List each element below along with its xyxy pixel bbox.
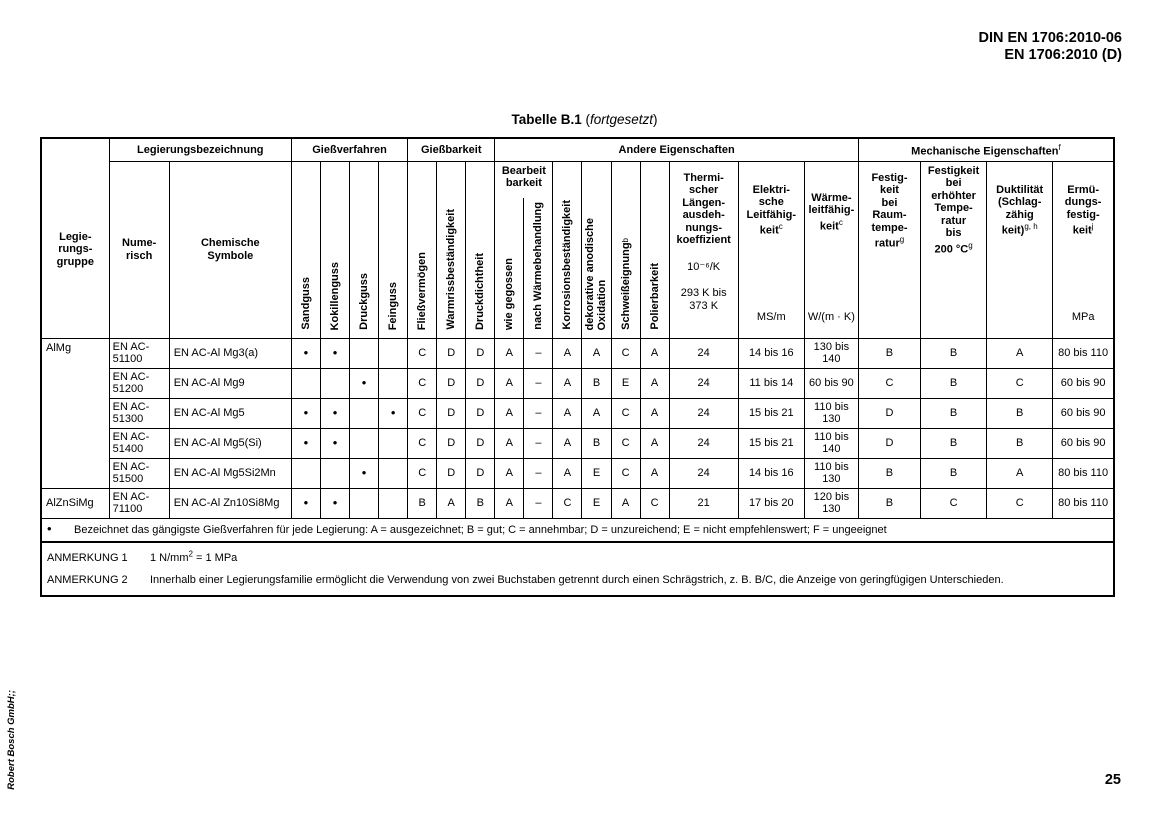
dekorativ-line-2: Oxidation [596, 279, 609, 330]
du-line-2: (Schlag- [997, 196, 1042, 208]
legend-row [41, 518, 1114, 542]
therm-line-1: Thermi- [683, 171, 724, 184]
table-caption: Tabelle B.1 (fortgesetzt) [511, 112, 658, 127]
cell-fliess: C [408, 428, 437, 458]
cell-festig-raum: B [858, 338, 920, 368]
cell-warmriss: D [437, 338, 466, 368]
note-2-text: Innerhalb einer Legierungsfamilie ermöglicht die Verwendung von zwei Buchstaben getrennt durch einen Schrägstrich, z. B. B/C, die Anzeige von geringfügigen Unterschieden. [150, 574, 1004, 586]
cell-nach-waerme: – [524, 338, 553, 368]
er-sup: j [1091, 222, 1094, 231]
cell-nach-waerme: – [524, 368, 553, 398]
er-line-1: Ermü- [1067, 183, 1100, 196]
cell-duktil: A [987, 458, 1053, 488]
du-line-4: keit) [1001, 224, 1025, 237]
cell-festig-raum: B [858, 488, 920, 518]
caption-label: Tabelle B.1 [511, 112, 582, 127]
feinguss-label: Feinguss [387, 281, 400, 330]
cell-gruppe: AlMg [41, 338, 109, 488]
cell-ermued: 60 bis 90 [1053, 398, 1114, 428]
cell-waerme: 60 bis 90 [804, 368, 858, 398]
cell-kokillenguss [320, 368, 349, 398]
cell-waerme [804, 428, 858, 458]
dekorativ-line-1: dekorative anodische [584, 217, 597, 330]
cell-kokillenguss: • [320, 398, 349, 428]
cell-druckdicht: D [466, 458, 495, 488]
cell-warmriss: D [437, 398, 466, 428]
elek-line-1: Elektri- [752, 183, 790, 196]
header-numerisch [109, 161, 169, 338]
cell-elektrisch: 14 bis 16 [738, 458, 804, 488]
fr-line-6-wrap [859, 234, 920, 250]
table-row [41, 398, 1114, 428]
header-bearbeitbarkeit [495, 161, 553, 198]
cell-sandguss [291, 458, 320, 488]
nach-waerme-label: nach Wärmebehandlung [532, 202, 545, 330]
dekorativ-label [584, 218, 608, 331]
wl-line-1: 110 bis [814, 430, 849, 443]
cell-chemisch: EN AC-Al Mg5 [169, 398, 291, 428]
cell-thermisch: 24 [669, 458, 738, 488]
cell-festig-raum: C [858, 368, 920, 398]
gruppe-line-2: rungs- [58, 243, 93, 255]
cell-wie-gegossen: A [495, 458, 524, 488]
therm-unit-1: 10⁻⁶/K [687, 260, 721, 273]
schweiss-label [620, 238, 632, 330]
elek-sup: c [778, 222, 783, 231]
num-line-1: EN AC- [112, 460, 150, 473]
cell-warmriss: D [437, 458, 466, 488]
table-row [41, 368, 1114, 398]
cell-waerme [804, 398, 858, 428]
cell-festig-erh: B [921, 458, 987, 488]
fr-line-3: bei [881, 196, 898, 209]
cell-polier: A [640, 338, 669, 368]
cell-sandguss: • [291, 338, 320, 368]
er-unit: MPa [1071, 311, 1095, 323]
cell-duktil: B [987, 428, 1053, 458]
mechanische-sup: f [1058, 142, 1061, 152]
note-1-text-pre: 1 N/mm [150, 552, 189, 564]
er-line-3: festig- [1066, 208, 1100, 221]
wl-line-1: 120 bis [813, 490, 850, 503]
fr-line-1: Festig- [871, 171, 908, 184]
header-druckdichtheit [466, 161, 495, 338]
header-festigkeit-raumtemperatur [858, 161, 920, 338]
cell-thermisch: 21 [669, 488, 738, 518]
wl-line-2: 140 [822, 443, 841, 455]
cell-sandguss: • [291, 488, 320, 518]
cell-ermued: 80 bis 110 [1053, 458, 1114, 488]
cell-festig-raum: B [858, 458, 920, 488]
fe-line-5: ratur [941, 214, 967, 227]
cell-chemisch: EN AC-Al Mg5Si2Mn [169, 458, 291, 488]
waerme-sup: c [838, 217, 843, 227]
header-feinguss [379, 161, 408, 338]
cell-elektrisch: 15 bis 21 [738, 428, 804, 458]
korrosion-label: Korrosionsbeständigkeit [561, 200, 574, 330]
cell-wie-gegossen: A [495, 338, 524, 368]
group-mechanische-eigenschaften [858, 138, 1114, 161]
header-legierungsgruppe [41, 161, 109, 338]
cell-korrosion: A [553, 398, 582, 428]
header-chemische-symbole [169, 161, 291, 338]
num-line-1: EN AC- [112, 490, 150, 503]
cell-warmriss: A [437, 488, 466, 518]
elek-unit: MS/m [756, 311, 786, 323]
cell-chemisch: EN AC-Al Mg3(a) [169, 338, 291, 368]
group-giessbarkeit: Gießbarkeit [408, 138, 495, 161]
document-header [979, 30, 1122, 64]
cell-druckguss: • [350, 458, 379, 488]
header-duktilitaet [987, 161, 1053, 338]
fe-line-7: 200 °C [934, 243, 969, 256]
fe-line-2: bei [945, 177, 962, 189]
note-2 [47, 569, 1108, 591]
therm-line-4: ausdeh- [682, 209, 725, 221]
cell-nach-waerme: – [524, 428, 553, 458]
waerme-line-3-wrap [805, 217, 858, 233]
therm-line-6: koeffizient [676, 234, 731, 246]
cell-elektrisch: 15 bis 21 [738, 398, 804, 428]
cell-thermisch: 24 [669, 338, 738, 368]
cell-waerme [804, 488, 858, 518]
cell-dekorativ: E [582, 458, 611, 488]
cell-feinguss [379, 488, 408, 518]
mechanische-label: Mechanische Eigenschaften [911, 145, 1059, 158]
fe-line-7-wrap [921, 240, 986, 256]
cell-elektrisch: 14 bis 16 [738, 338, 804, 368]
header-schweisseignung [611, 161, 640, 338]
legend-bullet: • [47, 521, 52, 536]
header-wie-gegossen [495, 198, 524, 338]
numerisch-line-2: risch [126, 249, 153, 262]
cell-nach-waerme: – [524, 458, 553, 488]
fe-line-4: Tempe- [934, 202, 973, 214]
waerme-line-3: keit [819, 220, 839, 233]
notes-cell [41, 542, 1114, 596]
kokillenguss-label: Kokillenguss [329, 261, 341, 330]
elek-line-4: keit [759, 224, 779, 237]
cell-duktil: A [987, 338, 1053, 368]
cell-korrosion: C [553, 488, 582, 518]
cell-numerisch [109, 368, 169, 398]
cell-duktil: C [987, 368, 1053, 398]
cell-elektrisch: 17 bis 20 [738, 488, 804, 518]
cell-festig-raum: D [858, 428, 920, 458]
cell-numerisch [109, 338, 169, 368]
cell-fliess: C [408, 338, 437, 368]
cell-druckguss [350, 428, 379, 458]
num-line-1: EN AC- [112, 340, 150, 353]
cell-fliess: B [408, 488, 437, 518]
cell-festig-erh: B [921, 368, 987, 398]
num-line-2: 51100 [112, 353, 143, 365]
cell-nach-waerme: – [524, 398, 553, 428]
sandguss-label: Sandguss [299, 277, 312, 330]
cell-korrosion: A [553, 458, 582, 488]
cell-thermisch: 24 [669, 368, 738, 398]
numerisch-line-1: Nume- [122, 237, 157, 249]
waerme-line-1: Wärme- [811, 191, 852, 204]
cell-druckdicht: B [466, 488, 495, 518]
warmriss-label: Warmrissbeständigkeit [445, 209, 458, 330]
er-line-2: dungs- [1064, 196, 1102, 208]
cell-schweiss: C [611, 428, 640, 458]
cell-festig-erh: B [921, 338, 987, 368]
header-sandguss [291, 161, 320, 338]
num-line-2: 71100 [112, 503, 143, 515]
header-line-2: EN 1706:2010 (D) [1004, 47, 1122, 63]
cell-festig-erh: B [921, 398, 987, 428]
cell-fliess: C [408, 398, 437, 428]
cell-chemisch: EN AC-Al Zn10Si8Mg [169, 488, 291, 518]
therm-line-3: Längen- [682, 196, 726, 209]
cell-numerisch [109, 428, 169, 458]
legend-text: Bezeichnet das gängigste Gießverfahren für jede Legierung: A = ausgezeichnet; B = gut; C = annehmbar; D = unzureichend; E = nicht empfehlenswert; F = ungeeignet [74, 524, 887, 536]
num-line-2: 51500 [112, 473, 144, 485]
cell-sandguss: • [291, 398, 320, 428]
fr-line-5: tempe- [871, 221, 908, 234]
cell-schweiss: A [611, 488, 640, 518]
cell-kokillenguss [320, 458, 349, 488]
therm-line-5: nungs- [685, 221, 722, 234]
cell-druckguss: • [350, 368, 379, 398]
cell-schweiss: C [611, 338, 640, 368]
cell-wie-gegossen: A [495, 368, 524, 398]
cell-ermued: 60 bis 90 [1053, 368, 1114, 398]
cell-nach-waerme: – [524, 488, 553, 518]
cell-kokillenguss: • [320, 428, 349, 458]
cell-festig-raum: D [858, 398, 920, 428]
cell-schweiss: E [611, 368, 640, 398]
header-line-1: DIN EN 1706:2010-06 [978, 30, 1122, 46]
header-fliessvermoegen [408, 161, 437, 338]
cell-wie-gegossen: A [495, 398, 524, 428]
cell-dekorativ: A [582, 338, 611, 368]
druckdicht-label: Druckdichtheit [474, 252, 487, 330]
therm-unit-2a: 293 K bis [680, 287, 727, 299]
cell-warmriss: D [437, 428, 466, 458]
header-korrosionsbestaendigkeit [553, 161, 582, 338]
cell-ermued: 80 bis 110 [1053, 338, 1114, 368]
header-kokillenguss [320, 161, 349, 338]
alloy-properties-table [40, 137, 1115, 597]
schweiss-text: Schweißeignung [619, 242, 632, 330]
cell-numerisch [109, 488, 169, 518]
note-1-text-post: = 1 MPa [192, 552, 238, 564]
chemisch-line-2: Symbole [207, 249, 254, 262]
cell-sandguss: • [291, 428, 320, 458]
cell-kokillenguss: • [320, 338, 349, 368]
wl-line-1: 130 bis [813, 340, 850, 353]
du-sup: g, h [1024, 222, 1038, 231]
cell-druckguss [350, 398, 379, 428]
wl-line-2: 130 [822, 503, 841, 515]
cell-chemisch: EN AC-Al Mg5(Si) [169, 428, 291, 458]
cell-druckguss [350, 338, 379, 368]
legend-cell [41, 518, 1114, 542]
header-ermuedungsfestigkeit [1053, 161, 1114, 338]
cell-dekorativ: A [582, 398, 611, 428]
elek-line-4-wrap [739, 221, 804, 237]
cell-chemisch: EN AC-Al Mg9 [169, 368, 291, 398]
du-line-4-wrap [987, 221, 1052, 237]
fliess-label: Fließvermögen [416, 251, 429, 330]
gruppe-line-1: Legie- [59, 230, 92, 243]
polier-label: Polierbarkeit [648, 263, 661, 330]
cell-feinguss [379, 368, 408, 398]
cell-wie-gegossen: A [495, 488, 524, 518]
note-1-text-sup: 2 [188, 549, 193, 559]
du-line-1: Duktilität [996, 183, 1044, 196]
header-nach-waermebehandlung [524, 198, 553, 338]
elek-line-3: Leitfähig- [746, 208, 797, 221]
wl-line-1: 110 bis [814, 460, 849, 473]
header-festigkeit-erhoehte-temperatur [921, 161, 987, 338]
note-1 [47, 547, 1108, 569]
num-line-2: 51400 [112, 443, 144, 455]
cell-schweiss: C [611, 458, 640, 488]
chemisch-line-1: Chemische [200, 237, 260, 249]
group-legierungsbezeichnung: Legierungsbezeichnung [109, 138, 291, 161]
header-row-2 [41, 161, 1114, 198]
cell-wie-gegossen: A [495, 428, 524, 458]
cell-dekorativ: B [582, 368, 611, 398]
bearb-line-2: barkeit [505, 177, 542, 189]
cell-duktil: B [987, 398, 1053, 428]
du-line-3: zähig [1005, 208, 1034, 221]
fr-line-4: Raum- [872, 209, 907, 221]
num-line-1: EN AC- [112, 400, 150, 413]
num-line-1: EN AC- [112, 370, 150, 383]
therm-line-2: scher [688, 184, 719, 196]
waerme-unit: W/(m · K) [807, 311, 855, 323]
header-elektrische-leitfaehigkeit [738, 161, 804, 338]
cell-feinguss [379, 428, 408, 458]
gruppe-header-top [41, 138, 109, 161]
cell-numerisch [109, 458, 169, 488]
cell-ermued: 80 bis 110 [1053, 488, 1114, 518]
cell-korrosion: A [553, 428, 582, 458]
cell-thermisch: 24 [669, 428, 738, 458]
cell-waerme [804, 338, 858, 368]
cell-warmriss: D [437, 368, 466, 398]
note-2-label: ANMERKUNG 2 [47, 574, 128, 586]
cell-thermisch: 24 [669, 398, 738, 428]
cell-druckguss [350, 488, 379, 518]
cell-gruppe: AlZnSiMg [41, 488, 109, 518]
cell-korrosion: A [553, 338, 582, 368]
cell-polier: A [640, 458, 669, 488]
cell-dekorativ: B [582, 428, 611, 458]
cell-polier: C [640, 488, 669, 518]
header-thermischer-koeffizient [669, 161, 738, 338]
cell-polier: A [640, 398, 669, 428]
fe-line-3: erhöhter [931, 189, 976, 202]
header-polierbarkeit [640, 161, 669, 338]
num-line-1: EN AC- [112, 430, 150, 443]
wie-gegossen-label: wie gegossen [503, 257, 516, 330]
table-row [41, 458, 1114, 488]
cell-schweiss: C [611, 398, 640, 428]
wl-line-2: 140 [822, 353, 841, 365]
druckguss-label: Druckguss [358, 273, 371, 330]
note-1-label: ANMERKUNG 1 [47, 552, 128, 564]
cell-festig-erh: B [921, 428, 987, 458]
fr-sup: g [899, 235, 905, 244]
group-header-row [41, 138, 1114, 161]
table-row [41, 338, 1114, 368]
cell-korrosion: A [553, 368, 582, 398]
fr-line-2: keit [879, 184, 899, 196]
fr-line-6: ratur [874, 237, 900, 250]
cell-druckdicht: D [466, 398, 495, 428]
therm-unit-2b: 373 K [689, 299, 719, 312]
cell-feinguss [379, 338, 408, 368]
cell-druckdicht: D [466, 428, 495, 458]
side-watermark [6, 690, 20, 800]
elek-line-2: sche [758, 196, 784, 208]
side-text: Robert Bosch GmbH;; [6, 690, 17, 790]
group-andere-eigenschaften: Andere Eigenschaften [495, 138, 859, 161]
fe-line-6: bis [945, 227, 962, 239]
cell-numerisch [109, 398, 169, 428]
table-row [41, 428, 1114, 458]
fe-line-1: Festigkeit [927, 164, 980, 177]
cell-sandguss [291, 368, 320, 398]
cell-fliess: C [408, 368, 437, 398]
cell-dekorativ: E [582, 488, 611, 518]
cell-duktil: C [987, 488, 1053, 518]
cell-kokillenguss: • [320, 488, 349, 518]
schweiss-sup: b [620, 238, 630, 243]
wl-line-2: 130 [822, 413, 841, 425]
cell-ermued: 60 bis 90 [1053, 428, 1114, 458]
er-line-4: keit [1072, 224, 1092, 237]
cell-festig-erh: C [921, 488, 987, 518]
waerme-line-2: leitfähig- [808, 204, 855, 216]
header-druckguss [350, 161, 379, 338]
wl-line-1: 110 bis [814, 400, 849, 413]
header-dekorative-oxidation [582, 161, 611, 338]
cell-polier: A [640, 368, 669, 398]
cell-feinguss [379, 458, 408, 488]
wl-line-2: 130 [822, 473, 841, 485]
cell-fliess: C [408, 458, 437, 488]
cell-waerme [804, 458, 858, 488]
cell-polier: A [640, 428, 669, 458]
fe-sup: g [968, 240, 973, 250]
gruppe-line-3: gruppe [56, 255, 94, 268]
caption-suffix: fortgesetzt [590, 112, 654, 127]
notes-row [41, 542, 1114, 596]
cell-druckdicht: D [466, 338, 495, 368]
cell-druckdicht: D [466, 368, 495, 398]
er-line-4-wrap [1053, 221, 1113, 237]
header-warmrissbestaendigkeit [437, 161, 466, 338]
page-number: 25 [1104, 772, 1121, 788]
header-waermeleitfaehigkeit [804, 161, 858, 338]
group-giessverfahren: Gießverfahren [291, 138, 407, 161]
num-line-2: 51200 [112, 383, 144, 395]
num-line-2: 51300 [112, 413, 144, 425]
table-row [41, 488, 1114, 518]
bearb-line-1: Bearbeit [501, 164, 546, 177]
cell-elektrisch: 11 bis 14 [738, 368, 804, 398]
cell-feinguss: • [379, 398, 408, 428]
